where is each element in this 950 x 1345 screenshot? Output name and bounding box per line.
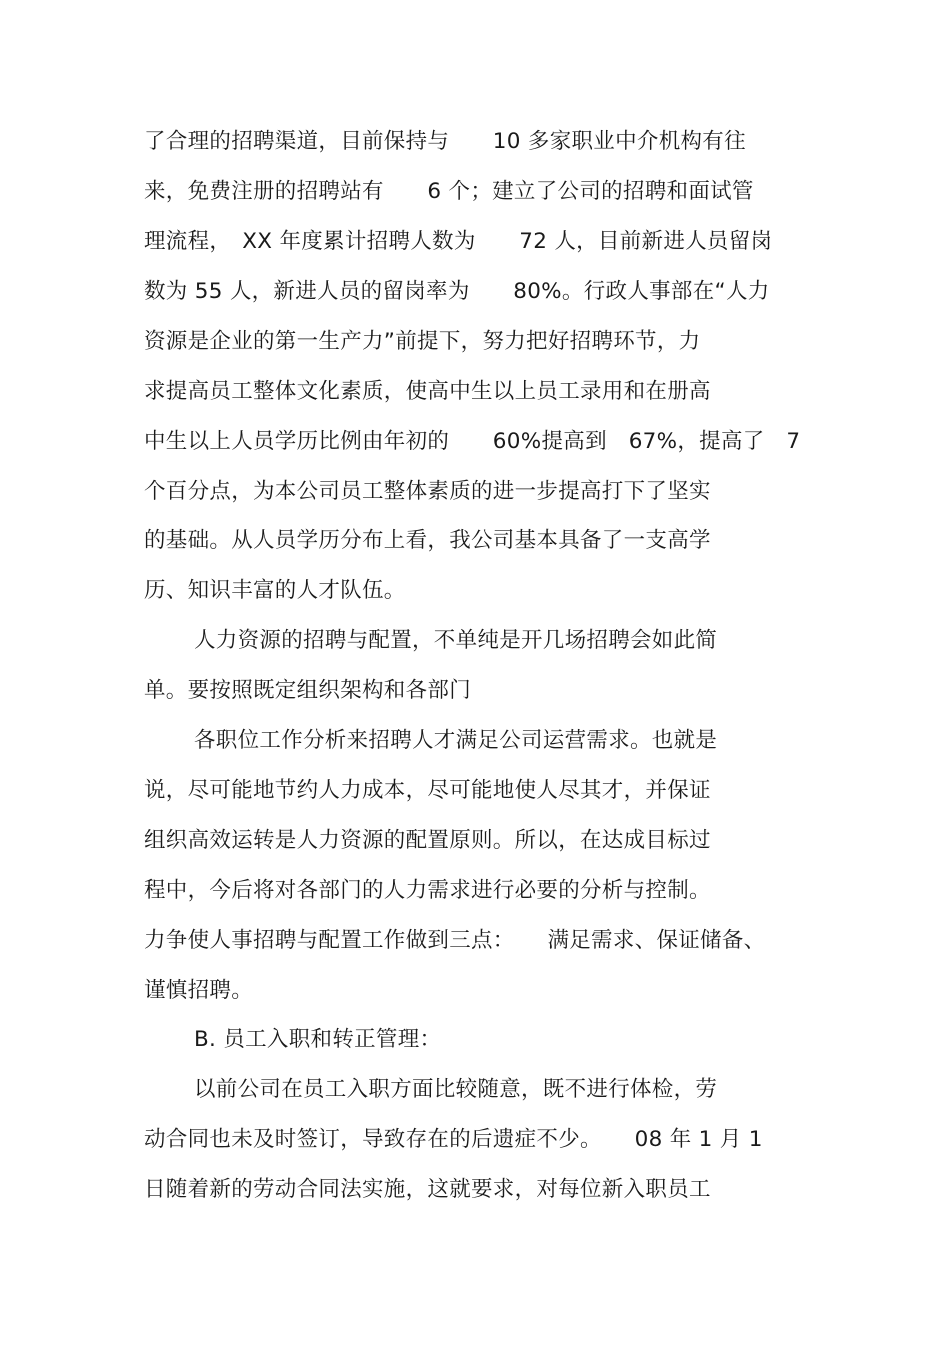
section-heading: B. 员工入职和转正管理：: [194, 1027, 442, 1052]
paragraph-line: 组织高效运转是人力资源的配置原则。所以，在达成目标过: [144, 828, 711, 853]
paragraph-line: 以前公司在员工入职方面比较随意，既不进行体检，劳: [194, 1077, 718, 1102]
paragraph-line: 人力资源的招聘与配置，不单纯是开几场招聘会如此简: [194, 628, 718, 653]
paragraph-line: 中生以上人员学历比例由年初的 60%提高到 67%，提高了 7: [144, 429, 801, 454]
paragraph-line: 了合理的招聘渠道，目前保持与 10 多家职业中介机构有往: [144, 129, 746, 154]
paragraph-line: 程中，今后将对各部门的人力需求进行必要的分析与控制。: [144, 878, 711, 903]
paragraph-line: 的基础。从人员学历分布上看，我公司基本具备了一支高学: [144, 528, 711, 553]
paragraph-line: 历、知识丰富的人才队伍。: [144, 578, 406, 603]
paragraph-line: 力争使人事招聘与配置工作做到三点： 满足需求、保证储备、: [144, 928, 766, 953]
paragraph-line: 来，免费注册的招聘站有 6 个；建立了公司的招聘和面试管: [144, 179, 754, 204]
paragraph-line: 理流程， XX 年度累计招聘人数为 72 人，目前新进人员留岗: [144, 229, 773, 254]
paragraph-line: 动合同也未及时签订，导致存在的后遗症不少。 08 年 1 月 1: [144, 1127, 763, 1152]
paragraph-line: 数为 55 人，新进人员的留岗率为 80%。行政人事部在“人力: [144, 279, 770, 304]
paragraph-line: 单。要按照既定组织架构和各部门: [144, 678, 472, 703]
paragraph-line: 日随着新的劳动合同法实施，这就要求，对每位新入职员工: [144, 1177, 711, 1202]
paragraph-line: 各职位工作分析来招聘人才满足公司运营需求。也就是: [194, 728, 718, 753]
paragraph-line: 资源是企业的第一生产力”前提下，努力把好招聘环节，力: [144, 329, 701, 354]
paragraph-line: 个百分点，为本公司员工整体素质的进一步提高打下了坚实: [144, 479, 711, 504]
paragraph-line: 求提高员工整体文化素质，使高中生以上员工录用和在册高: [144, 379, 711, 404]
paragraph-line: 说，尽可能地节约人力成本，尽可能地使人尽其才，并保证: [144, 778, 711, 803]
paragraph-line: 谨慎招聘。: [144, 978, 254, 1003]
